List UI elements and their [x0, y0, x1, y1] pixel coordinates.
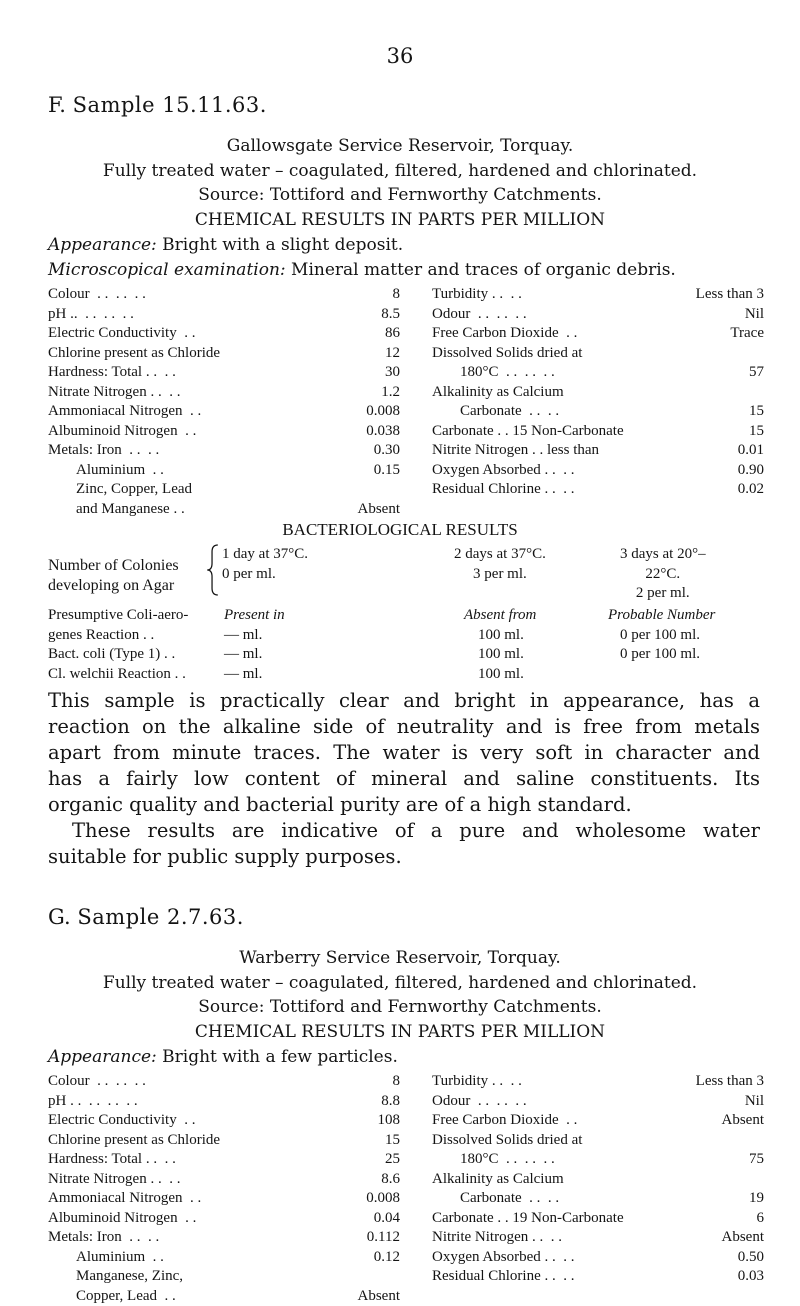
row-value: 12: [340, 344, 400, 364]
table-row: [48, 1170, 400, 1190]
row-label: Metals: Iron . . . .: [48, 441, 159, 461]
row-label: Zinc, Copper, Lead: [48, 480, 192, 500]
row-value: 8.6: [340, 1170, 400, 1190]
f-bact-row0-c2: [464, 606, 536, 645]
row-value: 0.008: [340, 1189, 400, 1209]
row-label: Carbonate . . . .: [432, 1189, 559, 1209]
table-row: [48, 383, 400, 403]
f-colonies-label-line1: Number of Colonies: [48, 556, 179, 576]
section-f-label: F.: [48, 93, 66, 117]
table-row: [48, 1150, 400, 1170]
f-treatment: Fully treated water – coagulated, filtered, hardened and chlorinated.: [0, 161, 800, 181]
row-value: 57: [704, 363, 764, 383]
row-label: Dissolved Solids dried at: [432, 344, 582, 364]
table-row: [48, 422, 400, 442]
table-row: [432, 422, 764, 442]
f-bact-c3-line1: 3 days at 20°–: [620, 545, 706, 565]
table-row: [432, 1170, 764, 1190]
f-bact-row-presumptive: [48, 606, 188, 645]
f-micro-text: Mineral matter and traces of organic debris.: [291, 260, 676, 280]
row-value: 0.15: [340, 461, 400, 481]
section-f-sample: Sample 15.11.63.: [73, 93, 267, 117]
row-label: pH .. . . . . . .: [48, 305, 134, 325]
row-value: [340, 480, 400, 500]
row-value: [704, 344, 764, 364]
table-row: [48, 480, 400, 500]
table-row: [432, 383, 764, 403]
table-row: [48, 500, 400, 520]
row-value: Trace: [704, 324, 764, 344]
row-value: 8.5: [340, 305, 400, 325]
row-label: Ammoniacal Nitrogen . .: [48, 1189, 201, 1209]
row-label: Residual Chlorine . . . .: [432, 480, 575, 500]
paragraph-line: organic quality and bacterial purity are of a high standard.: [48, 792, 760, 818]
f-bact-row0-c3: [608, 606, 715, 645]
row-value: 108: [340, 1111, 400, 1131]
table-row: [48, 305, 400, 325]
f-bact-c1-line2: 0 per ml.: [222, 565, 308, 585]
table-row: [432, 461, 764, 481]
row-label: Chlorine present as Chloride: [48, 1131, 220, 1151]
row-label: Turbidity . . . .: [432, 285, 522, 305]
page-number: 36: [0, 44, 800, 68]
row-label: Albuminoid Nitrogen . .: [48, 422, 196, 442]
f-chem-left-column: [48, 285, 400, 519]
table-row: [432, 1111, 764, 1131]
row-label: 180°C . . . . . .: [432, 363, 555, 383]
f-bact-row0-c1: [224, 606, 285, 645]
table-row: [432, 1131, 764, 1151]
section-f-title: [48, 93, 267, 117]
f-bact-col3-head: [620, 545, 706, 604]
paragraph-line: suitable for public supply purposes.: [48, 844, 760, 870]
row-value: 0.01: [704, 441, 764, 461]
row-value: Absent: [704, 1111, 764, 1131]
row-label: Nitrite Nitrogen . . . .: [432, 1228, 562, 1248]
table-row: [432, 344, 764, 364]
f-bact-c3-line3: 2 per ml.: [620, 584, 706, 604]
row-value: 30: [340, 363, 400, 383]
row-label: Colour . . . . . .: [48, 1072, 146, 1092]
row-label: Alkalinity as Calcium: [432, 383, 564, 403]
f-bact-row0-c3a: Probable Number: [608, 606, 715, 626]
row-value: Absent: [704, 1228, 764, 1248]
table-row: [432, 324, 764, 344]
f-bact-row1-c2: 100 ml.: [478, 645, 524, 665]
table-row: [48, 1287, 400, 1306]
row-label: Metals: Iron . . . .: [48, 1228, 159, 1248]
row-value: 25: [340, 1150, 400, 1170]
row-label: Carbonate . . 15 Non-Carbonate: [432, 422, 624, 442]
paragraph-line: apart from minute traces. The water is very soft in character and: [48, 740, 760, 766]
row-value: Less than 3: [696, 1072, 764, 1092]
f-bact-c3-line2: 22°C.: [620, 565, 706, 585]
row-label: Free Carbon Dioxide . .: [432, 1111, 577, 1131]
row-value: 15: [704, 402, 764, 422]
g-chem-left-column: [48, 1072, 400, 1306]
row-value: 15: [340, 1131, 400, 1151]
section-g-sample: Sample 2.7.63.: [77, 905, 244, 929]
g-appearance: [48, 1047, 758, 1067]
f-reservoir: Gallowsgate Service Reservoir, Torquay.: [0, 136, 800, 156]
row-label: Odour . . . . . .: [432, 305, 527, 325]
table-row: [432, 1228, 764, 1248]
row-label: Electric Conductivity . .: [48, 1111, 195, 1131]
table-row: [48, 363, 400, 383]
f-bact-row2-c1: — ml.: [224, 665, 262, 685]
curly-brace-icon: [206, 544, 220, 596]
row-label: Turbidity . . . .: [432, 1072, 522, 1092]
row-value: Absent: [340, 500, 400, 520]
f-bact-c1-line1: 1 day at 37°C.: [222, 545, 308, 565]
table-row: [432, 1189, 764, 1209]
row-label: Hardness: Total . . . .: [48, 363, 176, 383]
row-label: Ammoniacal Nitrogen . .: [48, 402, 201, 422]
row-value: 0.008: [340, 402, 400, 422]
table-row: [48, 461, 400, 481]
table-row: [432, 1072, 764, 1092]
paragraph-line: has a fairly low content of mineral and saline constituents. Its: [48, 766, 760, 792]
table-row: [432, 1267, 764, 1287]
row-label: Dissolved Solids dried at: [432, 1131, 582, 1151]
row-value: 75: [704, 1150, 764, 1170]
f-bact-row1-c3: 0 per 100 ml.: [620, 645, 700, 665]
g-source: Source: Tottiford and Fernworthy Catchments.: [0, 997, 800, 1017]
row-label: Carbonate . . . .: [432, 402, 559, 422]
paragraph-line: These results are indicative of a pure and wholesome water: [48, 818, 760, 844]
row-value: 0.038: [340, 422, 400, 442]
row-value: 8: [340, 1072, 400, 1092]
table-row: [432, 305, 764, 325]
row-value: 15: [704, 422, 764, 442]
row-label: pH . . . . . . . .: [48, 1092, 138, 1112]
paragraph-line: This sample is practically clear and bright in appearance, has a: [48, 688, 760, 714]
f-bact-row1-c1: — ml.: [224, 645, 262, 665]
table-row: [48, 324, 400, 344]
f-bact-c2-line1: 2 days at 37°C.: [454, 545, 546, 565]
row-value: 8: [340, 285, 400, 305]
row-label: Copper, Lead . .: [48, 1287, 176, 1306]
row-value: 8.8: [340, 1092, 400, 1112]
f-bact-col2-head: [454, 545, 546, 584]
f-bact-row0-c3b: 0 per 100 ml.: [608, 626, 715, 646]
section-g-label: G.: [48, 905, 71, 929]
row-value: 0.03: [704, 1267, 764, 1287]
f-appearance-text: Bright with a slight deposit.: [162, 235, 403, 255]
f-bact-row0-c1b: — ml.: [224, 626, 285, 646]
row-value: 0.02: [704, 480, 764, 500]
table-row: [48, 1131, 400, 1151]
row-label: Odour . . . . . .: [432, 1092, 527, 1112]
row-value: 0.112: [340, 1228, 400, 1248]
g-appearance-label: Appearance:: [48, 1047, 157, 1067]
row-value: 0.90: [704, 461, 764, 481]
f-bact-row0-label1: Presumptive Coli-aero-: [48, 606, 188, 626]
table-row: [432, 1248, 764, 1268]
f-source: Source: Tottiford and Fernworthy Catchments.: [0, 185, 800, 205]
row-value: 0.50: [704, 1248, 764, 1268]
row-value: Less than 3: [696, 285, 764, 305]
table-row: [432, 441, 764, 461]
f-colonies-label: [48, 556, 179, 596]
f-appearance-label: Appearance:: [48, 235, 157, 255]
row-value: [704, 1170, 764, 1190]
row-label: Chlorine present as Chloride: [48, 344, 220, 364]
g-chem-right-column: [432, 1072, 764, 1287]
row-value: 0.04: [340, 1209, 400, 1229]
f-microscopical: [48, 260, 758, 280]
row-value: 86: [340, 324, 400, 344]
f-bact-row0-c2a: Absent from: [464, 606, 536, 626]
table-row: [48, 1092, 400, 1112]
f-bact-col1-head: [222, 545, 308, 584]
section-g-title: [48, 905, 244, 929]
row-label: Electric Conductivity . .: [48, 324, 195, 344]
row-label: Aluminium . .: [48, 1248, 164, 1268]
table-row: [432, 480, 764, 500]
row-value: 19: [704, 1189, 764, 1209]
row-value: 0.30: [340, 441, 400, 461]
row-label: and Manganese . .: [48, 500, 185, 520]
row-label: Aluminium . .: [48, 461, 164, 481]
table-row: [48, 1248, 400, 1268]
row-label: Manganese, Zinc,: [48, 1267, 183, 1287]
table-row: [48, 1228, 400, 1248]
row-label: 180°C . . . . . .: [432, 1150, 555, 1170]
table-row: [48, 344, 400, 364]
row-value: 6: [704, 1209, 764, 1229]
f-bact-row-welchii: Cl. welchii Reaction . .: [48, 665, 186, 685]
f-bact-row0-c2b: 100 ml.: [464, 626, 536, 646]
f-bact-row0-c1a: Present in: [224, 606, 285, 626]
row-label: Nitrate Nitrogen . . . .: [48, 383, 180, 403]
row-value: Nil: [704, 305, 764, 325]
f-colonies-label-line2: developing on Agar: [48, 576, 179, 596]
g-treatment: Fully treated water – coagulated, filtered, hardened and chlorinated.: [0, 973, 800, 993]
row-label: Oxygen Absorbed . . . .: [432, 1248, 575, 1268]
row-value: 1.2: [340, 383, 400, 403]
g-appearance-text: Bright with a few particles.: [162, 1047, 398, 1067]
g-reservoir: Warberry Service Reservoir, Torquay.: [0, 948, 800, 968]
table-row: [432, 363, 764, 383]
row-value: Nil: [704, 1092, 764, 1112]
f-micro-label: Microscopical examination:: [48, 260, 286, 280]
table-row: [432, 1150, 764, 1170]
f-appearance: [48, 235, 758, 255]
row-value: 0.12: [340, 1248, 400, 1268]
row-label: Oxygen Absorbed . . . .: [432, 461, 575, 481]
row-label: Hardness: Total . . . .: [48, 1150, 176, 1170]
table-row: [48, 441, 400, 461]
row-label: Colour . . . . . .: [48, 285, 146, 305]
row-label: Nitrate Nitrogen . . . .: [48, 1170, 180, 1190]
row-value: [340, 1267, 400, 1287]
table-row: [432, 285, 764, 305]
row-label: Free Carbon Dioxide . .: [432, 324, 577, 344]
paragraph-line: reaction on the alkaline side of neutrality and is free from metals: [48, 714, 760, 740]
f-bact-row0-label2: genes Reaction . .: [48, 626, 188, 646]
table-row: [48, 402, 400, 422]
table-row: [432, 1209, 764, 1229]
table-row: [432, 402, 764, 422]
f-summary-paragraph: [48, 688, 760, 870]
row-label: Carbonate . . 19 Non-Carbonate: [432, 1209, 624, 1229]
row-label: Albuminoid Nitrogen . .: [48, 1209, 196, 1229]
f-bact-c2-line2: 3 per ml.: [454, 565, 546, 585]
table-row: [432, 1092, 764, 1112]
f-bact-row-bactcoli: Bact. coli (Type 1) . .: [48, 645, 175, 665]
g-chem-heading: CHEMICAL RESULTS IN PARTS PER MILLION: [0, 1022, 800, 1042]
table-row: [48, 1209, 400, 1229]
table-row: [48, 1267, 400, 1287]
f-chem-heading: CHEMICAL RESULTS IN PARTS PER MILLION: [0, 210, 800, 230]
row-value: [704, 1131, 764, 1151]
table-row: [48, 1111, 400, 1131]
row-label: Nitrite Nitrogen . . less than: [432, 441, 599, 461]
row-label: Alkalinity as Calcium: [432, 1170, 564, 1190]
row-value: Absent: [340, 1287, 400, 1306]
row-label: Residual Chlorine . . . .: [432, 1267, 575, 1287]
row-value: [704, 383, 764, 403]
table-row: [48, 285, 400, 305]
table-row: [48, 1189, 400, 1209]
f-bact-row2-c2: 100 ml.: [478, 665, 524, 685]
f-chem-right-column: [432, 285, 764, 500]
table-row: [48, 1072, 400, 1092]
f-bact-heading: BACTERIOLOGICAL RESULTS: [0, 520, 800, 540]
